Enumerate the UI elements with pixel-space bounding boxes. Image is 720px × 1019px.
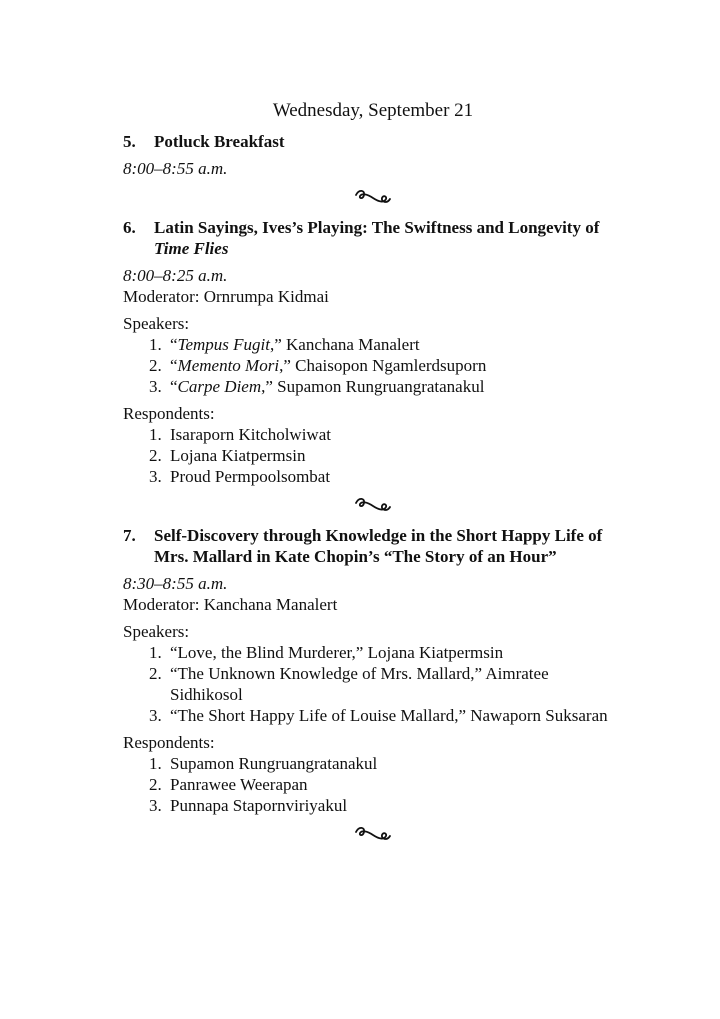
session-time: 8:00–8:55 a.m.	[123, 159, 228, 178]
speakers-list	[123, 334, 623, 397]
item-number: 1.	[149, 643, 162, 662]
session-title	[123, 217, 623, 259]
list-item	[123, 642, 623, 663]
flourish-divider-icon	[123, 495, 623, 517]
date-heading: Wednesday, September 21	[272, 100, 474, 121]
session-time: 8:00–8:25 a.m.	[123, 266, 228, 285]
speaker-name: ,” Chaisopon Ngamlerdsuporn	[279, 356, 487, 375]
session-5	[123, 131, 623, 179]
quote-mark: “	[170, 335, 178, 354]
item-number: 1.	[149, 425, 162, 444]
flourish-divider-icon	[123, 187, 623, 209]
session-6	[123, 217, 623, 487]
session-7	[123, 525, 623, 816]
respondents-label: Respondents:	[123, 404, 215, 423]
paper-title: Memento Mori	[177, 356, 280, 375]
respondent-name: Lojana Kiatpermsin	[170, 446, 306, 465]
respondent-name: Isaraporn Kitcholwiwat	[170, 425, 331, 444]
item-number: 2.	[149, 446, 162, 465]
session-number: 5.	[123, 132, 136, 151]
respondents-label: Respondents:	[123, 733, 215, 752]
respondent-name: Supamon Rungruangratanakul	[170, 754, 378, 773]
moderator: Moderator: Ornrumpa Kidmai	[123, 287, 329, 306]
item-number: 2.	[149, 356, 162, 375]
item-number: 3.	[149, 706, 162, 725]
list-item	[123, 795, 623, 816]
item-number: 3.	[149, 377, 162, 396]
item-number: 3.	[149, 467, 162, 486]
item-number: 1.	[149, 335, 162, 354]
list-item	[123, 466, 623, 487]
list-item	[123, 445, 623, 466]
session-title-main: Latin Sayings, Ives’s Playing: The Swiftness and Longevity of	[154, 218, 600, 237]
session-time: 8:30–8:55 a.m.	[123, 574, 228, 593]
session-title-text	[154, 217, 623, 259]
session-number: 6.	[123, 218, 136, 237]
item-number: 1.	[149, 754, 162, 773]
session-title	[123, 131, 623, 152]
item-number: 2.	[149, 775, 162, 794]
list-item	[123, 376, 623, 397]
respondents-list	[123, 753, 623, 816]
speaker-entry: “Love, the Blind Murderer,” Lojana Kiatpermsin	[170, 643, 504, 662]
list-item	[123, 424, 623, 445]
item-number: 2.	[149, 664, 162, 683]
flourish-divider-icon	[123, 824, 623, 846]
list-item	[123, 705, 623, 726]
speaker-name: ,” Kanchana Manalert	[269, 335, 420, 354]
list-item	[123, 355, 623, 376]
speakers-label: Speakers:	[123, 314, 190, 333]
speakers-label: Speakers:	[123, 622, 190, 641]
session-title-text: Potluck Breakfast	[154, 132, 285, 151]
quote-mark: “	[170, 377, 178, 396]
list-item	[123, 334, 623, 355]
session-title-text: Self-Discovery through Knowledge in the Short Happy Life of Mrs. Mallard in Kate Chopin’s “The Story of an Hour”	[154, 526, 603, 566]
item-number: 3.	[149, 796, 162, 815]
speaker-entry: “The Short Happy Life of Louise Mallard,” Nawaporn Suksaran	[170, 706, 608, 725]
respondents-list	[123, 424, 623, 487]
paper-title: Carpe Diem	[177, 377, 262, 396]
session-title-italic: Time Flies	[154, 239, 229, 258]
respondent-name: Proud Permpoolsombat	[170, 467, 331, 486]
session-title	[123, 525, 623, 567]
respondent-name: Punnapa Stapornviriyakul	[170, 796, 348, 815]
speakers-list	[123, 642, 623, 726]
list-item	[123, 753, 623, 774]
respondent-name: Panrawee Weerapan	[170, 775, 308, 794]
paper-title: Tempus Fugit	[177, 335, 270, 354]
quote-mark: “	[170, 356, 178, 375]
program-page	[123, 99, 623, 852]
list-item	[123, 663, 623, 705]
speaker-entry: “The Unknown Knowledge of Mrs. Mallard,” Aimratee Sidhikosol	[170, 664, 549, 704]
moderator: Moderator: Kanchana Manalert	[123, 595, 338, 614]
speaker-name: ,” Supamon Rungruangratanakul	[261, 377, 485, 396]
list-item	[123, 774, 623, 795]
session-number: 7.	[123, 526, 136, 545]
